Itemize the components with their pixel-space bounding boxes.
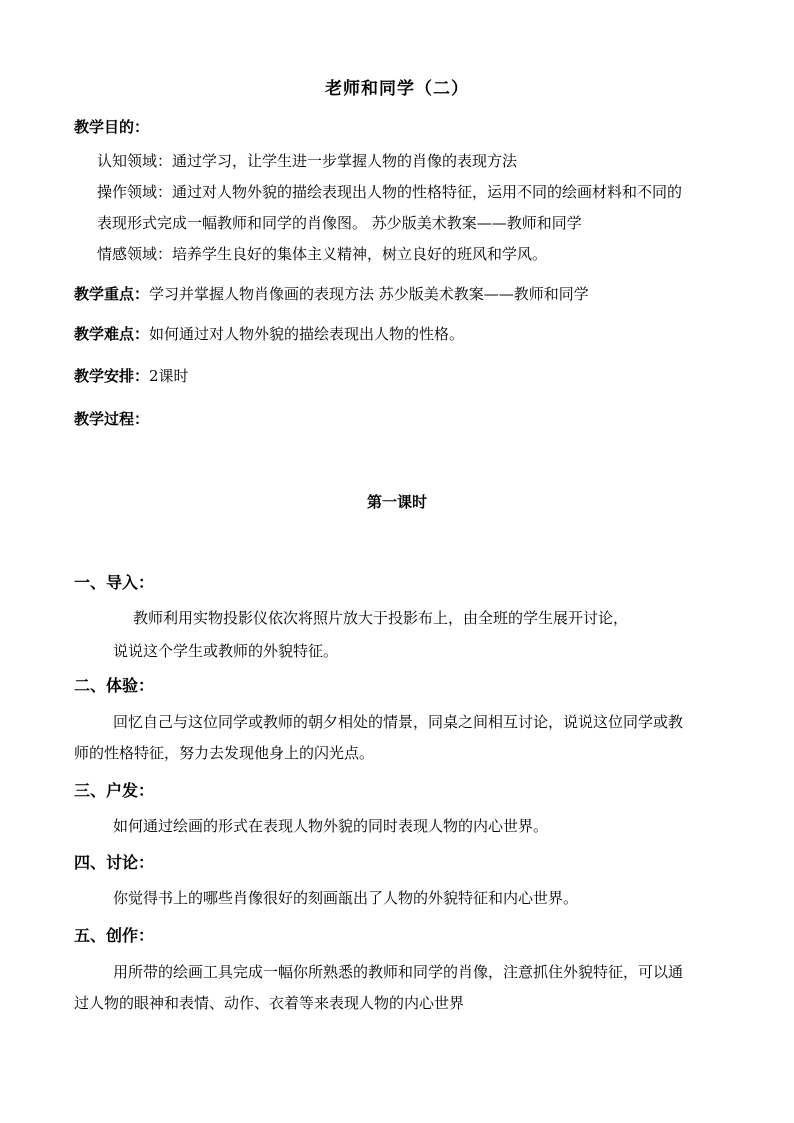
section-discuss-line-1: 你觉得书上的哪些肖像很好的刻画瓿出了人物的外貌特征和内心世界。	[113, 889, 579, 907]
objectives-heading: 教学目的：	[74, 118, 150, 136]
section-heading-intro: 一、导入：	[74, 573, 155, 592]
schedule-text: 2课时	[149, 367, 189, 385]
key-points-label: 教学重点：	[74, 285, 150, 303]
section-intro-line-2: 说说这个学生或教师的外貌特征。	[113, 642, 339, 660]
schedule-label: 教学安排：	[74, 367, 150, 385]
section-create-line-2: 过人物的眼神和表情、动作、衣着等来表现人物的内心世界	[74, 994, 465, 1012]
difficulties	[74, 324, 464, 344]
objective-operation: 操作领域：通过对人物外貌的描绘表现出人物的性格特征，运用不同的绘画材料和不同的	[97, 183, 683, 201]
key-points	[74, 284, 589, 304]
document-title: 老师和同学（二）	[325, 79, 469, 99]
objective-affective: 情感领域：培养学生良好的集体主义精神，树立良好的班风和学风。	[97, 245, 548, 263]
section-heading-create: 五、创作：	[74, 926, 155, 945]
lesson-title: 第一课时	[366, 493, 427, 511]
section-create-line-1: 用所带的绘画工具完成一幅你所熟悉的教师和同学的肖像，注意抓住外貌特征，可以通	[113, 963, 684, 981]
section-heading-discuss: 四、讨论：	[74, 853, 155, 872]
section-heading-inspire: 三、户发：	[74, 781, 155, 800]
objective-operation-cont: 表现形式完成一幅教师和同学的肖像图。 苏少版美术教案——教师和同学	[97, 214, 582, 232]
objective-cognitive: 认知领域：通过学习，让学生进一步掌握人物的肖像的表现方法	[97, 152, 518, 170]
key-points-text: 学习并掌握人物肖像画的表现方法 苏少版美术教案——教师和同学	[149, 285, 589, 303]
section-inspire-line-1: 如何通过绘画的形式在表现人物外貌的同时表现人物的内心世界。	[113, 817, 549, 835]
difficulties-text: 如何通过对人物外貌的描绘表现出人物的性格。	[149, 325, 465, 343]
difficulties-label: 教学难点：	[74, 325, 150, 343]
section-experience-line-1: 回忆自己与这位同学或教师的朝夕相处的情景，同桌之间相互讨论，说说这位同学或教	[113, 713, 684, 731]
section-heading-experience: 二、体验：	[74, 676, 155, 695]
process-heading: 教学过程：	[74, 410, 150, 428]
schedule	[74, 366, 189, 386]
section-intro-line-1: 教师利用实物投影仪依次将照片放大于投影布上，由全班的学生展开讨论，	[133, 609, 629, 627]
section-experience-line-2: 师的性格特征，努力去发现他身上的闪光点。	[74, 744, 375, 762]
